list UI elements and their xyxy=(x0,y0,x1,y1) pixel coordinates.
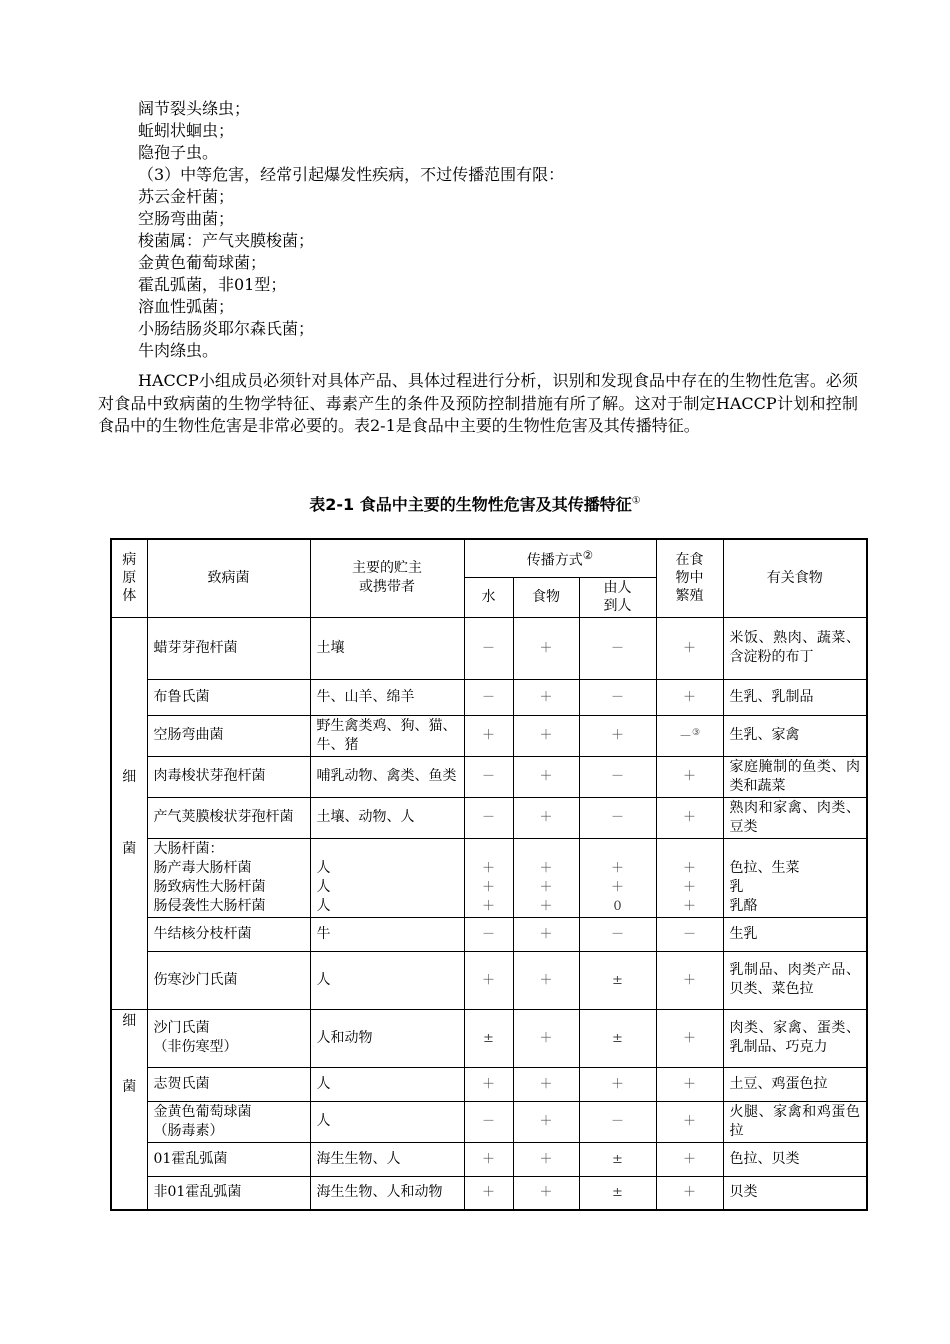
food-cell: ＋ xyxy=(513,951,579,1009)
host-cell: 人 xyxy=(310,951,464,1009)
growth-cell: ＋ xyxy=(656,797,723,838)
water-cell: － xyxy=(464,1101,513,1142)
bacterium-cell: 布鲁氏菌 xyxy=(147,679,310,715)
related-food-cell: 生乳、乳制品 xyxy=(723,679,867,715)
food-cell: ＋ xyxy=(513,617,579,679)
list-block xyxy=(98,98,858,362)
table-row xyxy=(111,1067,867,1101)
related-food-cell: 家庭腌制的鱼类、肉类和蔬菜 xyxy=(723,756,867,797)
food-cell: ＋ xyxy=(513,1009,579,1067)
related-food-cell: 火腿、家禽和鸡蛋色拉 xyxy=(723,1101,867,1142)
food-cell: ＋ ＋ ＋ xyxy=(513,838,579,917)
header-bacterium: 致病菌 xyxy=(147,539,310,617)
header-transmission-text: 传播方式 xyxy=(526,552,583,569)
water-cell: － xyxy=(464,617,513,679)
related-food-cell: 土豆、鸡蛋色拉 xyxy=(723,1067,867,1101)
food-cell: ＋ xyxy=(513,715,579,756)
person-cell: ＋ xyxy=(579,1067,656,1101)
host-cell: 人 xyxy=(310,1067,464,1101)
table-row xyxy=(111,679,867,715)
growth-cell: ＋ xyxy=(656,951,723,1009)
body-paragraph: HACCP小组成员必须针对具体产品、具体过程进行分析，识别和发现食品中存在的生物性危害。必须对食品中致病菌的生物学特征、毒素产生的条件及预防控制措施有所了解。这对于制定HACCP计划和控制食品中的生物性危害是非常必要的。表2-1是食品中主要的生物性危害及其传播特征。 xyxy=(98,371,858,435)
table-row xyxy=(111,951,867,1009)
header-transmission xyxy=(464,539,656,577)
table-row xyxy=(111,1101,867,1142)
bacterium-cell: 牛结核分枝杆菌 xyxy=(147,917,310,951)
host-cell: 牛、山羊、绵羊 xyxy=(310,679,464,715)
list-line: 阔节裂头绦虫； xyxy=(138,99,251,118)
header-pathogen-type-text: 病原体 xyxy=(122,552,137,605)
related-food-cell: 米饭、熟肉、蔬菜、含淀粉的布丁 xyxy=(723,617,867,679)
food-cell: ＋ xyxy=(513,1101,579,1142)
host-cell: 人 xyxy=(310,1101,464,1142)
bacterium-cell: 产气荚膜梭状芽孢杆菌 xyxy=(147,797,310,838)
bacterium-cell: 大肠杆菌： 肠产毒大肠杆菌 肠致病性大肠杆菌 肠侵袭性大肠杆菌 xyxy=(147,838,310,917)
growth-cell: ＋ xyxy=(656,1142,723,1176)
host-cell: 土壤 xyxy=(310,617,464,679)
food-cell: ＋ xyxy=(513,797,579,838)
bacterium-cell: 蜡芽芽孢杆菌 xyxy=(147,617,310,679)
list-line: 隐孢子虫。 xyxy=(138,143,219,162)
water-cell: － xyxy=(464,797,513,838)
bacterium-cell: 金黄色葡萄球菌 （肠毒素） xyxy=(147,1101,310,1142)
water-cell: － xyxy=(464,756,513,797)
water-cell: ＋ xyxy=(464,715,513,756)
person-cell: ± xyxy=(579,1009,656,1067)
section-heading: （3）中等危害，经常引起爆发性疾病，不过传播范围有限： xyxy=(138,165,565,184)
table-row xyxy=(111,756,867,797)
header-food: 食物 xyxy=(513,577,579,617)
growth-cell: ＋ xyxy=(656,1176,723,1210)
host-cell: 海生生物、人 xyxy=(310,1142,464,1176)
host-cell: 海生生物、人和动物 xyxy=(310,1176,464,1210)
growth-cell: ＋ xyxy=(656,1067,723,1101)
host-cell: 哺乳动物、禽类、鱼类 xyxy=(310,756,464,797)
growth-cell: ＋ xyxy=(656,756,723,797)
list-line: 金黄色葡萄球菌； xyxy=(138,253,267,272)
table-caption-text: 表2-1 食品中主要的生物性危害及其传播特征 xyxy=(309,495,632,514)
growth-footnote: ③ xyxy=(691,728,701,739)
bacterium-cell: 01霍乱弧菌 xyxy=(147,1142,310,1176)
pathogen-group-cell xyxy=(111,617,147,1009)
header-growth: 在食 物中 繁殖 xyxy=(656,539,723,617)
table-caption xyxy=(0,492,950,515)
header-related-food: 有关食物 xyxy=(723,539,867,617)
water-cell: ＋ xyxy=(464,1067,513,1101)
bacterium-cell: 肉毒梭状芽孢杆菌 xyxy=(147,756,310,797)
host-cell: 土壤、动物、人 xyxy=(310,797,464,838)
bacterium-cell: 伤寒沙门氏菌 xyxy=(147,951,310,1009)
related-food-cell: 色拉、生菜 乳 乳酪 xyxy=(723,838,867,917)
person-cell: － xyxy=(579,679,656,715)
list-line: 溶血性弧菌； xyxy=(138,297,235,316)
header-pathogen-type xyxy=(111,539,147,617)
table-row xyxy=(111,1176,867,1210)
table-row xyxy=(111,1142,867,1176)
water-cell: ＋ xyxy=(464,951,513,1009)
related-food-cell: 生乳、家禽 xyxy=(723,715,867,756)
list-line: 牛肉绦虫。 xyxy=(138,341,219,360)
table-row xyxy=(111,1009,867,1067)
bacterium-cell: 空肠弯曲菌 xyxy=(147,715,310,756)
hazard-table xyxy=(110,538,868,1211)
growth-cell: －③ xyxy=(656,715,723,756)
list-line: 苏云金杆菌； xyxy=(138,187,235,206)
growth-cell: ＋ xyxy=(656,1101,723,1142)
person-cell: － xyxy=(579,1101,656,1142)
food-cell: ＋ xyxy=(513,1067,579,1101)
food-cell: ＋ xyxy=(513,679,579,715)
table-body xyxy=(111,617,867,1210)
related-food-cell: 熟肉和家禽、肉类、豆类 xyxy=(723,797,867,838)
person-cell: － xyxy=(579,617,656,679)
person-cell: － xyxy=(579,917,656,951)
related-food-cell: 肉类、家禽、蛋类、乳制品、巧克力 xyxy=(723,1009,867,1067)
growth-cell: ＋ xyxy=(656,1009,723,1067)
header-water: 水 xyxy=(464,577,513,617)
header-host: 主要的贮主 或携带者 xyxy=(310,539,464,617)
food-cell: ＋ xyxy=(513,1176,579,1210)
table-row xyxy=(111,617,867,679)
caption-footnote: ① xyxy=(631,495,641,507)
water-cell: － xyxy=(464,679,513,715)
body-paragraph-block xyxy=(98,370,858,438)
table-row xyxy=(111,917,867,951)
host-cell: 牛 xyxy=(310,917,464,951)
person-cell: － xyxy=(579,797,656,838)
pathogen-group-label: 细 菌 xyxy=(122,1012,137,1095)
person-cell: ± xyxy=(579,1176,656,1210)
person-cell: ± xyxy=(579,1142,656,1176)
food-cell: ＋ xyxy=(513,1142,579,1176)
table-row xyxy=(111,838,867,917)
food-cell: ＋ xyxy=(513,917,579,951)
water-cell: － xyxy=(464,917,513,951)
related-food-cell: 乳制品、肉类产品、贝类、菜色拉 xyxy=(723,951,867,1009)
pathogen-group-label: 细 菌 xyxy=(122,769,137,857)
related-food-cell: 色拉、贝类 xyxy=(723,1142,867,1176)
bacterium-cell: 沙门氏菌 （非伤寒型） xyxy=(147,1009,310,1067)
water-cell: ＋ xyxy=(464,1142,513,1176)
host-cell: 人和动物 xyxy=(310,1009,464,1067)
table-row xyxy=(111,797,867,838)
water-cell: ＋ xyxy=(464,1176,513,1210)
bacterium-cell: 非01霍乱弧菌 xyxy=(147,1176,310,1210)
header-person: 由人 到人 xyxy=(579,577,656,617)
pathogen-group-cell xyxy=(111,1009,147,1210)
growth-cell: ＋ xyxy=(656,679,723,715)
person-cell: ＋ ＋ 0 xyxy=(579,838,656,917)
water-cell: ± xyxy=(464,1009,513,1067)
related-food-cell: 贝类 xyxy=(723,1176,867,1210)
food-cell: ＋ xyxy=(513,756,579,797)
person-cell: ＋ xyxy=(579,715,656,756)
person-cell: － xyxy=(579,756,656,797)
transmission-footnote: ② xyxy=(582,547,594,562)
list-line: 梭菌属：产气夹膜梭菌； xyxy=(138,231,315,250)
list-line: 蚯蚓状蛔虫； xyxy=(138,121,235,140)
host-cell: 人 人 人 xyxy=(310,838,464,917)
water-cell: ＋ ＋ ＋ xyxy=(464,838,513,917)
related-food-cell: 生乳 xyxy=(723,917,867,951)
host-cell: 野生禽类鸡、狗、猫、牛、猪 xyxy=(310,715,464,756)
growth-cell: ＋ xyxy=(656,617,723,679)
list-line: 霍乱弧菌，非01型； xyxy=(138,275,287,294)
growth-cell: ＋ ＋ ＋ xyxy=(656,838,723,917)
list-line: 空肠弯曲菌； xyxy=(138,209,235,228)
list-line: 小肠结肠炎耶尔森氏菌； xyxy=(138,319,315,338)
table-row xyxy=(111,715,867,756)
bacterium-cell: 志贺氏菌 xyxy=(147,1067,310,1101)
growth-cell: － xyxy=(656,917,723,951)
person-cell: ± xyxy=(579,951,656,1009)
